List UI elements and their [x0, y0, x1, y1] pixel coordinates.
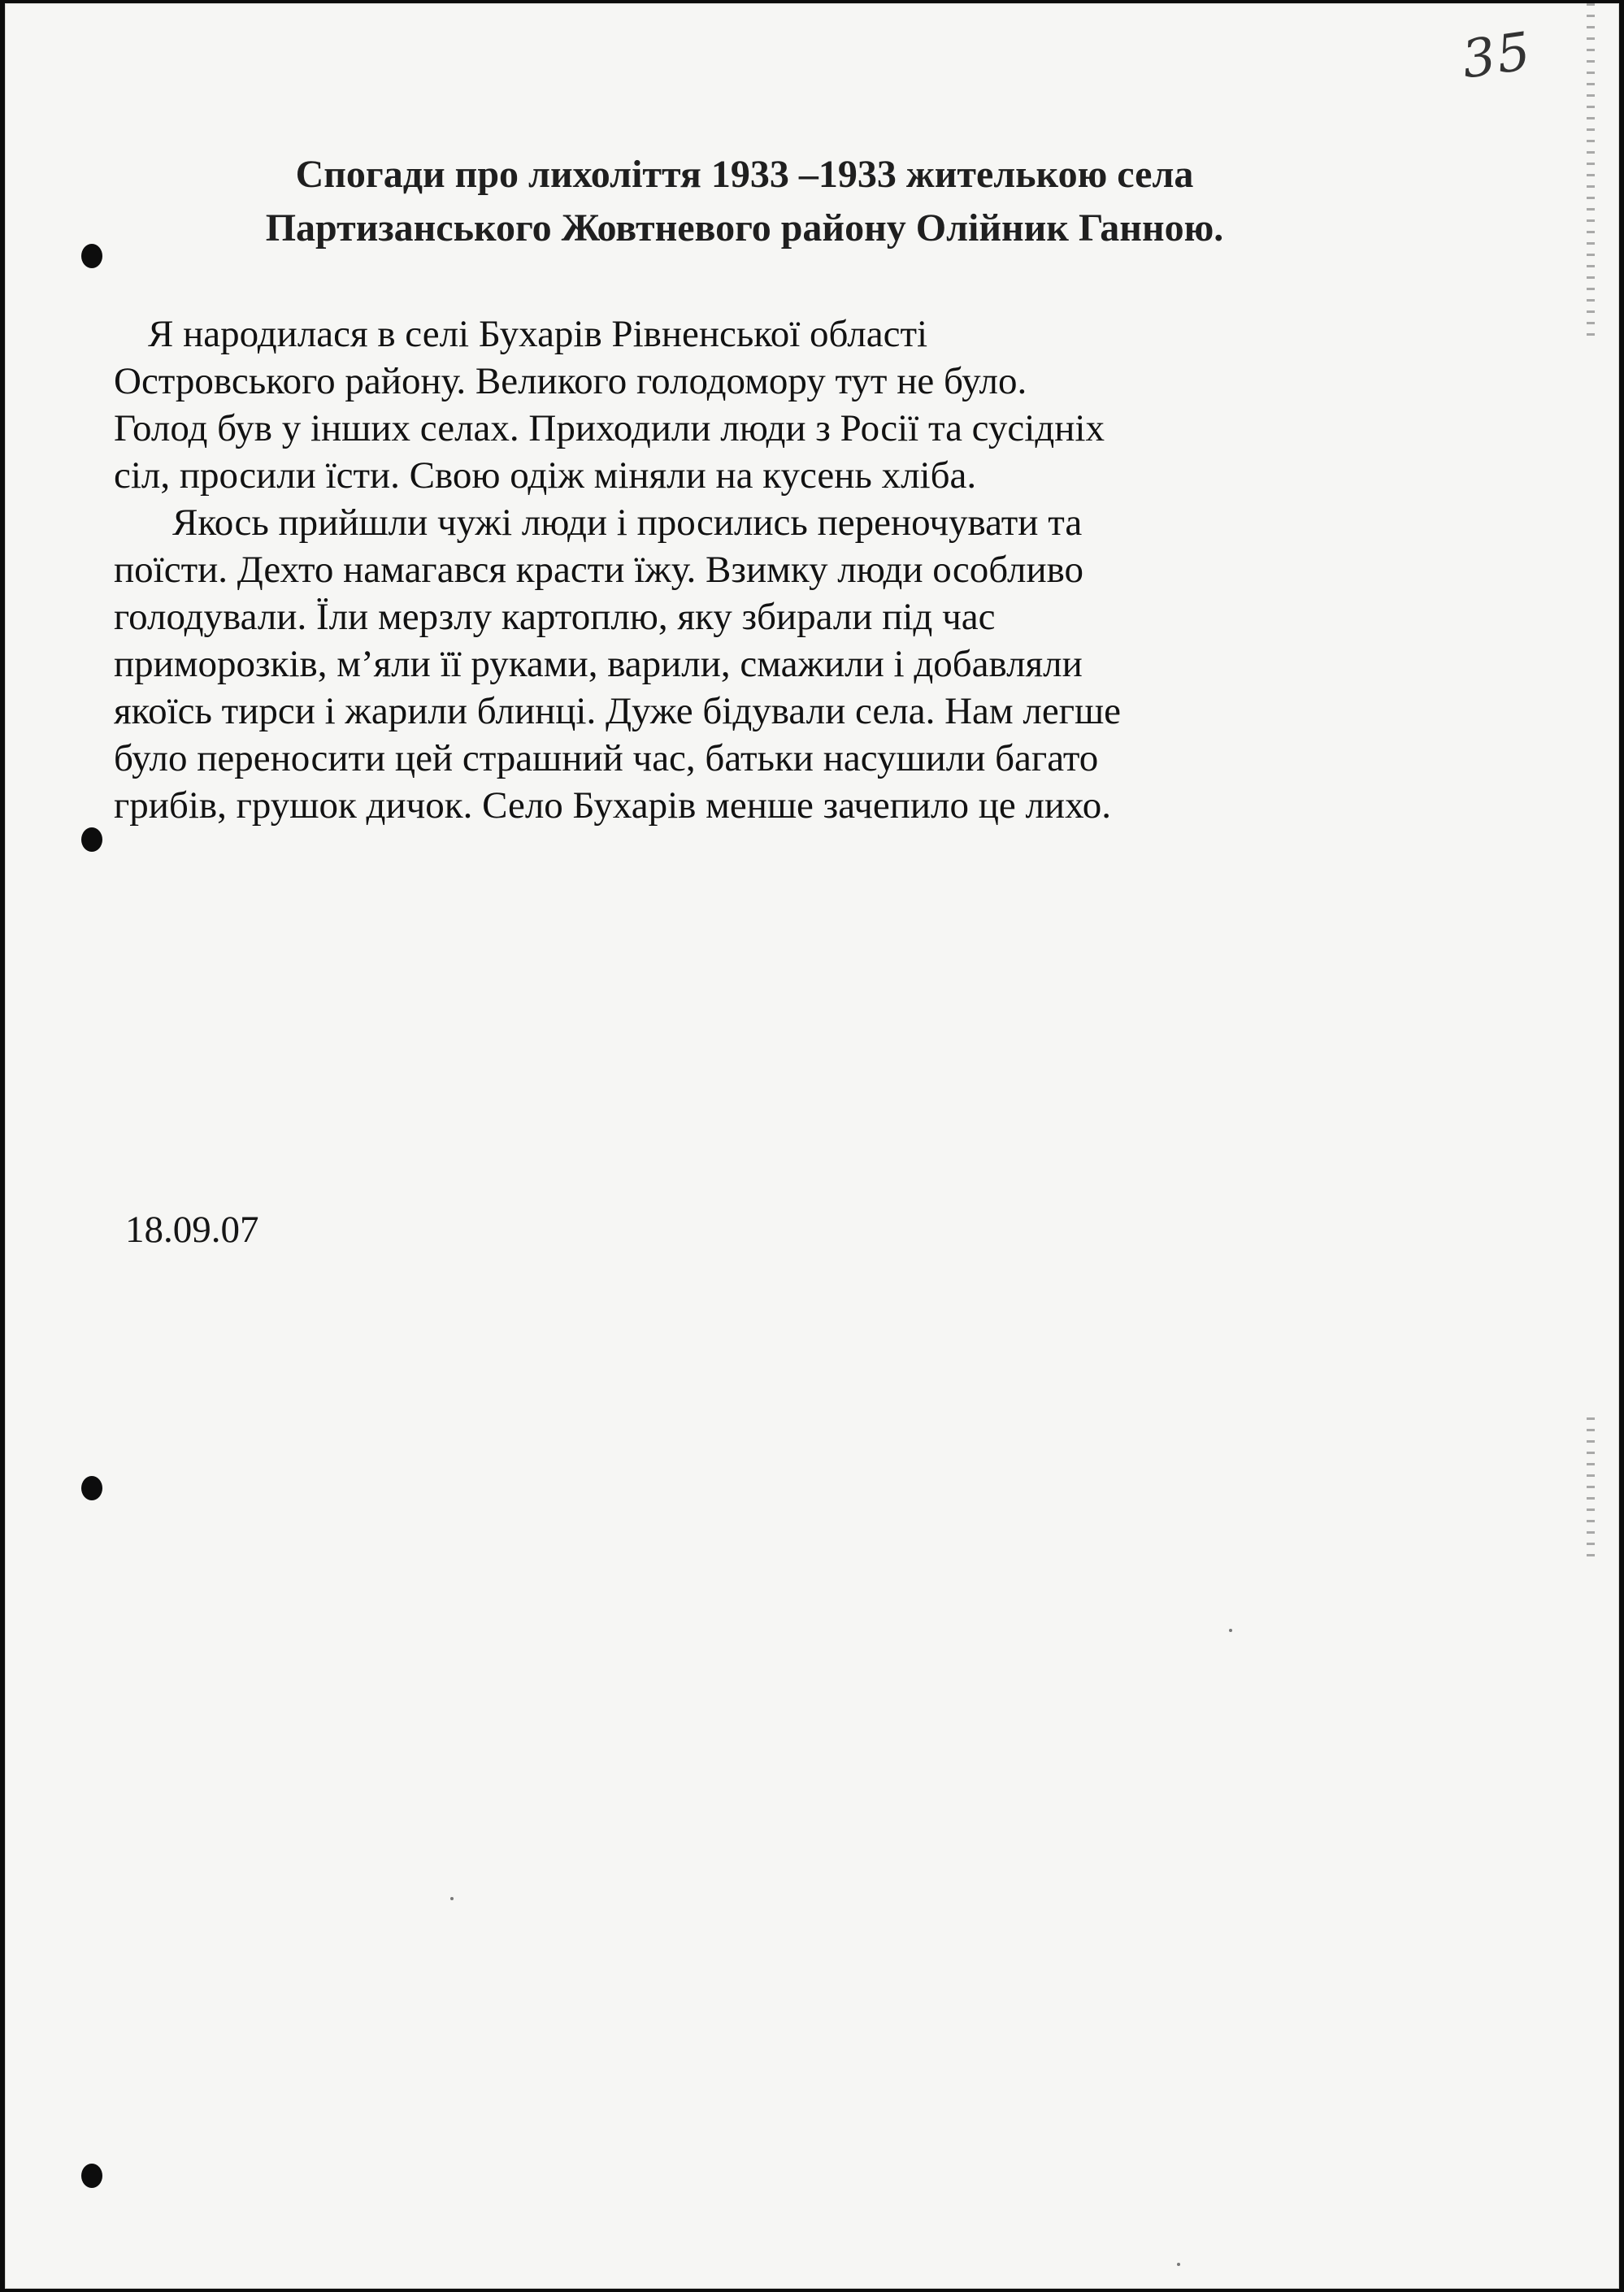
paragraph-line: Я народилася в селі Бухарів Рівненської області — [148, 313, 928, 355]
paragraph-line: голодували. Їли мерзлу картоплю, яку збирали під час — [114, 596, 996, 638]
punch-hole — [81, 1476, 102, 1500]
paragraph-1 — [114, 310, 1406, 499]
title-line-1: Спогади про лихоліття 1933 –1933 жителькою села — [295, 153, 1194, 196]
paragraph-line: приморозків, м’яли її руками, варили, смажили і добавляли — [114, 643, 1083, 685]
paragraph-line: було переносити цей страшний час, батьки насушили багато — [114, 737, 1099, 779]
scan-speck — [1177, 2263, 1180, 2266]
paragraph-line: якоїсь тирси і жарили блинці. Дуже бідували села. Нам легше — [114, 690, 1122, 732]
punch-hole — [81, 827, 102, 852]
document-page — [5, 3, 1619, 2289]
handwritten-page-number: 35 — [1457, 21, 1535, 91]
scan-speck — [1229, 1629, 1232, 1632]
paragraph-line: сіл, просили їсти. Свою одіж міняли на кусень хліба. — [114, 454, 977, 497]
paragraph-line: поїсти. Дехто намагався красти їжу. Взимку люди особливо — [114, 549, 1084, 591]
title-line-2: Партизанського Жовтневого району Олійник Ганною. — [265, 206, 1224, 250]
paragraph-line: Островського району. Великого голодомору тут не було. — [114, 360, 1027, 402]
scan-edge-mark — [1587, 3, 1595, 345]
punch-hole — [81, 244, 102, 268]
paragraph-line: Голод був у інших селах. Приходили люди з Росії та сусідніх — [114, 407, 1105, 449]
scan-speck — [450, 1897, 454, 1900]
document-date: 18.09.07 — [125, 1209, 259, 1251]
document-body — [114, 310, 1406, 829]
document-title — [111, 148, 1379, 255]
punch-hole — [81, 2164, 102, 2188]
scan-edge-mark — [1587, 1417, 1595, 1564]
paragraph-line: Якось прийшли чужі люди і просились переночувати та — [172, 501, 1083, 544]
paragraph-2 — [114, 499, 1406, 829]
paragraph-line: грибів, грушок дичок. Село Бухарів менше зачепило це лихо. — [114, 784, 1112, 827]
